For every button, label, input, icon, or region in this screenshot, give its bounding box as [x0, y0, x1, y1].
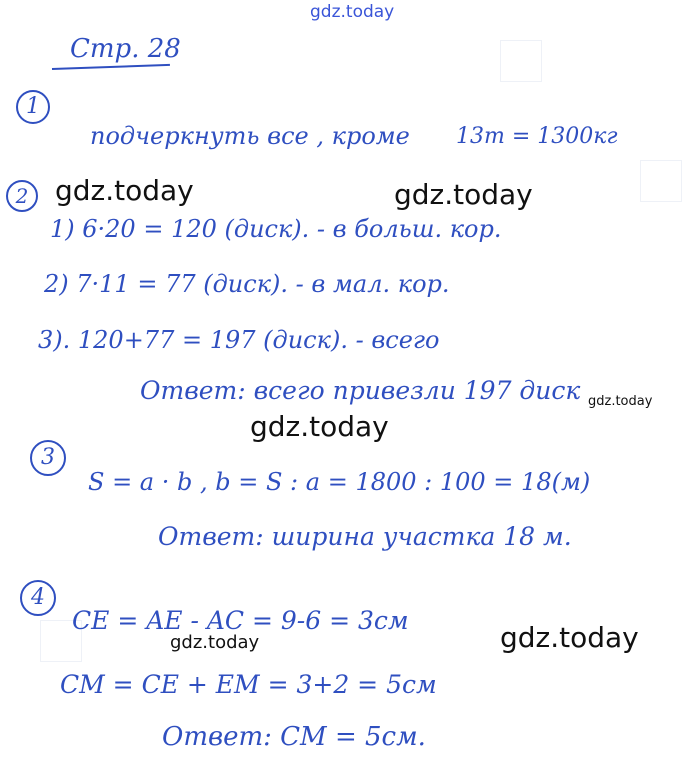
task-number-3: 3	[30, 440, 66, 476]
ghost-grid-mark	[500, 40, 542, 82]
watermark: gdz.today	[500, 621, 639, 654]
watermark-top: gdz.today	[310, 2, 395, 22]
watermark: gdz.today	[250, 410, 389, 443]
watermark: gdz.today	[588, 394, 653, 409]
task2-answer: Ответ: всего привезли 197 диск	[140, 376, 581, 405]
page-reference: Стр. 28	[70, 34, 181, 64]
task4-answer: Ответ: CM = 5см.	[162, 722, 426, 752]
watermark: gdz.today	[55, 174, 194, 207]
task-number-4: 4	[20, 580, 56, 616]
task4-line-2: CM = CE + EM = 3+2 = 5см	[60, 670, 437, 699]
task2-step-2: 2) 7·11 = 77 (диск). - в мал. кор.	[44, 270, 450, 298]
task4-line-1: CE = AE - AC = 9-6 = 3см	[72, 606, 409, 635]
task3-answer: Ответ: ширина участка 18 м.	[158, 522, 572, 551]
task2-step-3: 3). 120+77 = 197 (диск). - всего	[38, 326, 440, 354]
page-reference-underline	[52, 64, 170, 70]
ghost-grid-mark	[640, 160, 682, 202]
watermark: gdz.today	[394, 178, 533, 211]
task-number-2: 2	[6, 180, 38, 212]
task1-extra: 13т = 1300кг	[456, 124, 618, 149]
watermark: gdz.today	[170, 632, 260, 653]
task2-step-1: 1) 6·20 = 120 (диск). - в больш. кор.	[50, 215, 502, 243]
task1-line: подчеркнуть все , кроме	[90, 122, 410, 150]
task-number-1: 1	[16, 90, 50, 124]
task3-formula: S = a · b , b = S : a = 1800 : 100 = 18(м)	[88, 468, 591, 496]
